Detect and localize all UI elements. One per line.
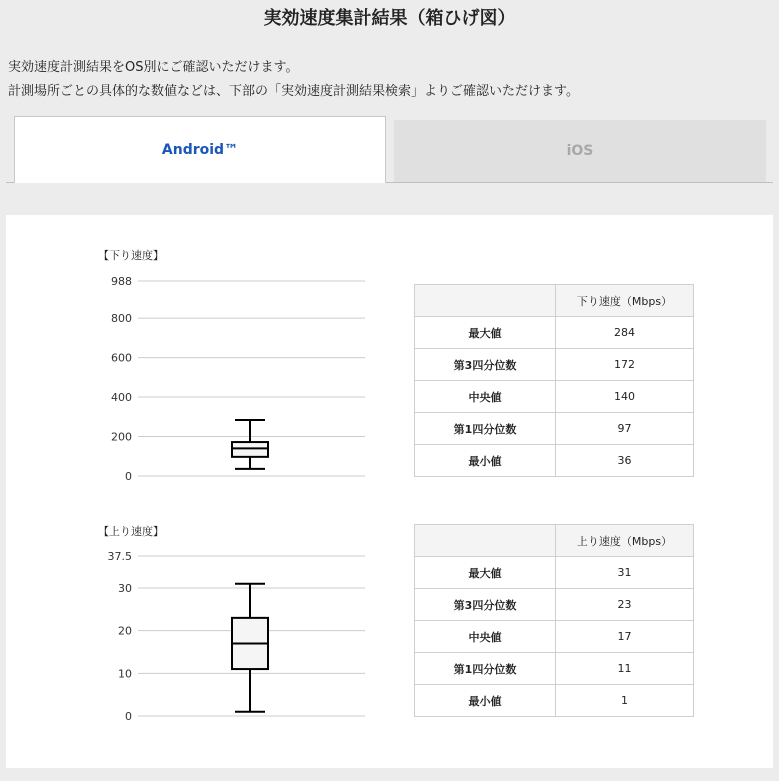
table-row	[415, 653, 694, 685]
y-tick-label: 800	[111, 312, 132, 326]
download-stats-table	[414, 284, 694, 477]
row-value: 31	[556, 557, 694, 589]
row-label: 第3四分位数	[415, 349, 556, 381]
description-line-1: 実効速度計測結果をOS別にご確認いただけます。	[8, 60, 299, 75]
tab-ios[interactable]: iOS	[394, 120, 766, 182]
table-row	[415, 621, 694, 653]
row-label: 最大値	[415, 317, 556, 349]
row-label: 最大値	[415, 557, 556, 589]
row-label: 最小値	[415, 445, 556, 477]
row-value: 17	[556, 621, 694, 653]
y-tick-label: 0	[125, 710, 132, 723]
y-tick-label: 10	[118, 667, 132, 681]
row-value: 23	[556, 589, 694, 621]
row-value: 172	[556, 349, 694, 381]
table-row	[415, 349, 694, 381]
table-row	[415, 685, 694, 717]
download-box-plot	[80, 270, 380, 490]
row-value: 36	[556, 445, 694, 477]
row-value: 140	[556, 381, 694, 413]
row-label: 第3四分位数	[415, 589, 556, 621]
row-value: 97	[556, 413, 694, 445]
tab-android[interactable]: Android™	[14, 116, 386, 183]
y-tick-label: 20	[118, 624, 132, 638]
upload-table-header: 上り速度（Mbps）	[556, 525, 694, 557]
y-tick-label: 30	[118, 582, 132, 595]
y-tick-label: 37.5	[107, 550, 132, 563]
y-tick-label: 200	[111, 430, 132, 444]
download-table-header: 下り速度（Mbps）	[556, 285, 694, 317]
row-label: 中央値	[415, 381, 556, 413]
table-row	[415, 589, 694, 621]
table-row	[415, 317, 694, 349]
y-tick-label: 600	[111, 351, 132, 365]
row-label: 第1四分位数	[415, 653, 556, 685]
row-label: 中央値	[415, 621, 556, 653]
description-line-2: 計測場所ごとの具体的な数値などは、下部の「実効速度計測結果検索」よりご確認いただけます。	[8, 84, 579, 99]
y-tick-label: 400	[111, 391, 132, 405]
upload-box-plot	[80, 545, 380, 730]
upload-stats-table	[414, 524, 694, 717]
y-tick-label: 988	[111, 275, 132, 288]
upload-chart-label: 【上り速度】	[98, 525, 164, 538]
table-row	[415, 381, 694, 413]
download-chart-label: 【下り速度】	[98, 249, 164, 262]
row-value: 284	[556, 317, 694, 349]
row-label: 第1四分位数	[415, 413, 556, 445]
table-row	[415, 445, 694, 477]
table-header-empty	[415, 285, 556, 317]
table-row	[415, 557, 694, 589]
row-value: 1	[556, 685, 694, 717]
table-row	[415, 413, 694, 445]
page-title: 実効速度集計結果（箱ひげ図）	[263, 8, 516, 29]
row-value: 11	[556, 653, 694, 685]
iqr-box	[232, 442, 268, 457]
y-tick-label: 0	[125, 470, 132, 483]
table-header-empty	[415, 525, 556, 557]
row-label: 最小値	[415, 685, 556, 717]
